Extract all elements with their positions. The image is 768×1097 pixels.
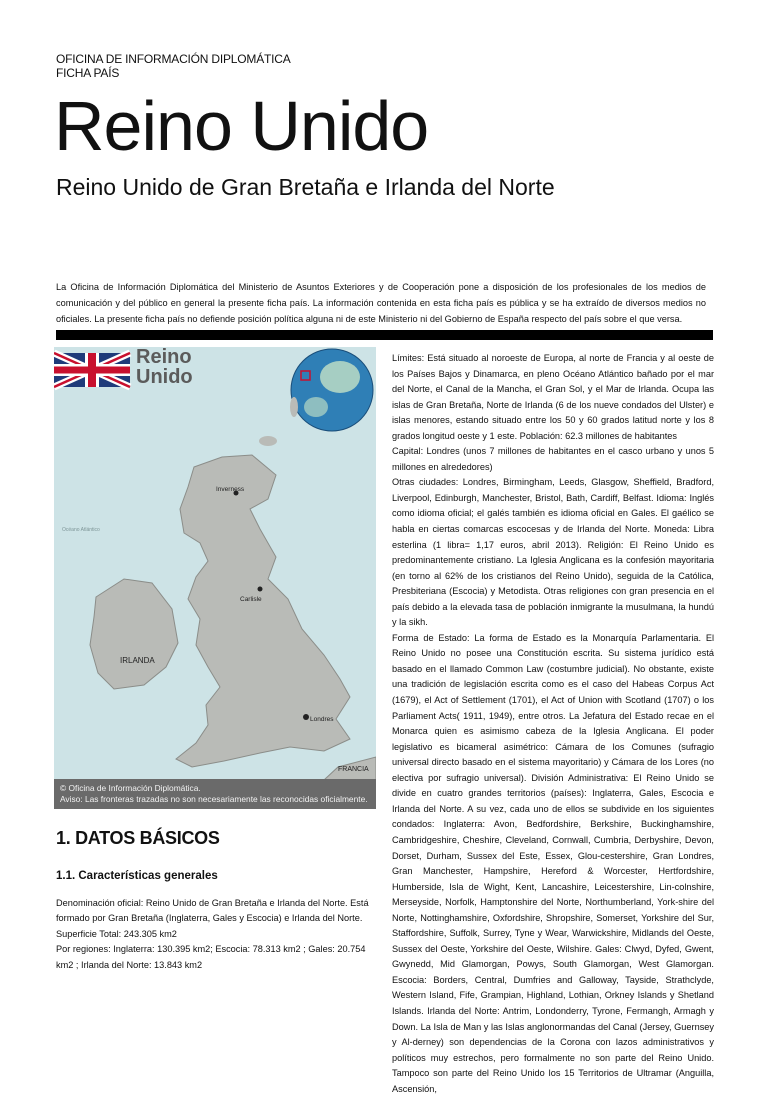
superficie-text: Superficie Total: 243.305 km2 bbox=[56, 928, 177, 939]
paragraph-ciudades: Otras ciudades: Londres, Birmingham, Leeds, Glasgow, Sheffield, Bradford, Liverpool, Edinburgh, Manchester, Bristol, Bath, Cardiff, Belfast. Idioma: Inglés como idioma oficial; el galés también es idioma oficial en Gales. El gaélico se habla en ciertas comarcas escocesas y de Irlanda del Norte. Moneda: Libra esterlina (1 libra= 1,17 euros, abril 2013). Religión: El Reino Unido es predominantemente cristiano. La Iglesia Anglicana es la confesión mayoritaria (en torno al 62% de los cristianos del Reino Unido), seguida de la Católica, Presbiteriana (Escocia) y Metodista. Otras religiones con gran presencia en el país debido a la elevada tasa de población inmigrante la musulmana, la hundú y la sikh. bbox=[392, 477, 714, 628]
map-label-francia: FRANCIA bbox=[338, 766, 369, 773]
uk-map-drawing bbox=[54, 347, 376, 809]
uk-map bbox=[54, 347, 376, 809]
map-disclaimer: Aviso: Las fronteras trazadas no son necesariamente las reconocidas oficialmente. bbox=[60, 794, 368, 804]
page-subtitle: Reino Unido de Gran Bretaña e Irlanda del Norte bbox=[56, 174, 555, 200]
paragraph-limites: Límites: Está situado al noroeste de Europa, al norte de Francia y al oeste de los Países Bajos y Dinamarca, en pleno Océano Atlántico bañado por el mar del Norte, el Canal de la Mancha, el Gran Sol, y el Mar de Irlanda. Ocupa las islas de Gran Bretaña, Norte de Irlanda (6 de los nueve condados del Ulster) e islas menores, estando situado entre los 50 y 60 grados latitud norte y los 8 grados longitud oeste y 1 este. Población: 62.3 millones de habitantes bbox=[392, 353, 714, 441]
basic-data bbox=[56, 896, 378, 973]
section-subheading: 1.1. Características generales bbox=[56, 870, 218, 882]
office-header bbox=[56, 52, 291, 80]
denominacion-text: Denominación oficial: Reino Unido de Gran Bretaña e Irlanda del Norte. Está formado por Gran Bretaña (Inglaterra, Gales y Escocia) e Irlanda del Norte. bbox=[56, 898, 369, 924]
intro-paragraph: La Oficina de Información Diplomática del Ministerio de Asuntos Exteriores y de Cooperación pone a disposición de los profesionales de los medios de comunicación y del público en general la presente ficha país. La información contenida en esta ficha país es pública y se ha extraído de diversos medios no oficiales. La presente ficha país no defiende posición política alguna ni de este Ministerio ni del Gobierno de España respecto del país sobre el que versa. bbox=[56, 282, 706, 324]
section-divider-bar bbox=[56, 330, 713, 340]
map-label-oceano: Océano Atlántico bbox=[62, 527, 100, 533]
office-name: OFICINA DE INFORMACIÓN DIPLOMÁTICA bbox=[56, 52, 291, 66]
regiones-text: Por regiones: Inglaterra: 130.395 km2; Escocia: 78.313 km2 ; Gales: 20.754 km2 ; Irlanda del Norte: 13.843 km2 bbox=[56, 944, 366, 970]
page-title: Reino Unido bbox=[54, 87, 429, 165]
right-column-text bbox=[392, 351, 714, 1097]
map-label-londres: Londres bbox=[310, 716, 334, 723]
uk-flag-icon bbox=[54, 353, 130, 387]
document-type: FICHA PAÍS bbox=[56, 66, 120, 80]
map-label-irlanda: IRLANDA bbox=[120, 656, 155, 665]
map-copyright: © Oficina de Información Diplomática. bbox=[60, 783, 201, 793]
paragraph-forma-estado: Forma de Estado: La forma de Estado es la Monarquía Parlamentaria. El Reino Unido no posee una Constitución escrita. Su sistema jurídico está basado en el llamado Common Law (costumbre judicial). No obstante, existe una tradición de legislación escrita como es el caso del Habeas Corpus Act (1679), el Act of Settlement (1701), el Act of Union with Scotland (1707) o los Parliament Acts( 1911, 1949), entre otros. La Jefatura del Estado recae en el Monarca quien es asimismo cabeza de la Iglesia Anglicana. El poder legislativo es bicameral asimétrico: Cámara de los Comunes (sufragio universal directo basado en el sistema mayoritario) y Cámara de los Lores (no electiva por sufragio universal). División Administrativa: El Reino Unido se divide en cuatro grandes territorios (países): Inglaterra, Gales, Escocia e Irlanda del Norte. A su vez, cada uno de ellos se subdivide en los siguientes condados: Inglaterra: Avon, Bedfordshire, Berkshire, Buckinghamshire, Cambridgeshire, Cheshire, Cleveland, Cornwall, Cumbria, Derbyshire, Devon, Dorset, Durham, Sussex del Este, Essex, Glou-cestershire, Gran Londres, Gran Manchester, Hampshire, Hereford & Worcester, Hertfordshire, Humberside, Isla de Wight, Kent, Lancashire, Leicestershire, Lin-colnshire, Merseyside, Norfolk, Hamptonshire del Norte, Northumberland, York-shire del Norte, Nottinghamshire, Oxfordshire, Shropshire, Somerset, Yorkshire del Sur, Staffordshire, Suffolk, Surrey, Tyne y Wear, Warwickshire, Midlands del Oeste, Sussex del Oeste, Yorkshire del Oeste, Wilshire. Gales: Clwyd, Dyfed, Gwent, Gwynedd, Mid Glamorgan, Powys, South Glamorgan, West Glamorgan. Escocia: Borders, Central, Dumfries and Galloway, Tayside, Strathclyde, Western Island, Fife, Grampian, Highland, Lothian, Orkney Islands y Shetland Islands. Irlanda del Norte: Antrim, Londonderry, Tyrone, Fermangh, Armagh y Down. La Isla de Man y las Islas anglonormandas del Canal (Jersey, Guernsey y Al-derney) son dependencias de la Corona con lazos administrativos y políticos muy estrechos, pero formalmente no son parte del Reino Unido. Tampoco son parte del Reino Unido los 15 Territorios de Ultramar (Anguilla, Ascensión, bbox=[392, 632, 714, 1094]
map-caption bbox=[54, 779, 376, 809]
ireland-landmass bbox=[90, 579, 178, 689]
paragraph-capital: Capital: Londres (unos 7 millones de habitantes en el casco urbano y unos 5 millones en alrededores) bbox=[392, 446, 714, 472]
section-heading: 1. DATOS BÁSICOS bbox=[56, 828, 220, 848]
globe-icon bbox=[291, 349, 373, 431]
map-label-inverness: Inverness bbox=[216, 486, 245, 493]
map-title-line2: Unido bbox=[136, 366, 193, 388]
map-label-carlisle: Carlisle bbox=[240, 596, 262, 603]
map-title bbox=[136, 347, 193, 387]
map-title-line1: Reino bbox=[136, 347, 192, 368]
